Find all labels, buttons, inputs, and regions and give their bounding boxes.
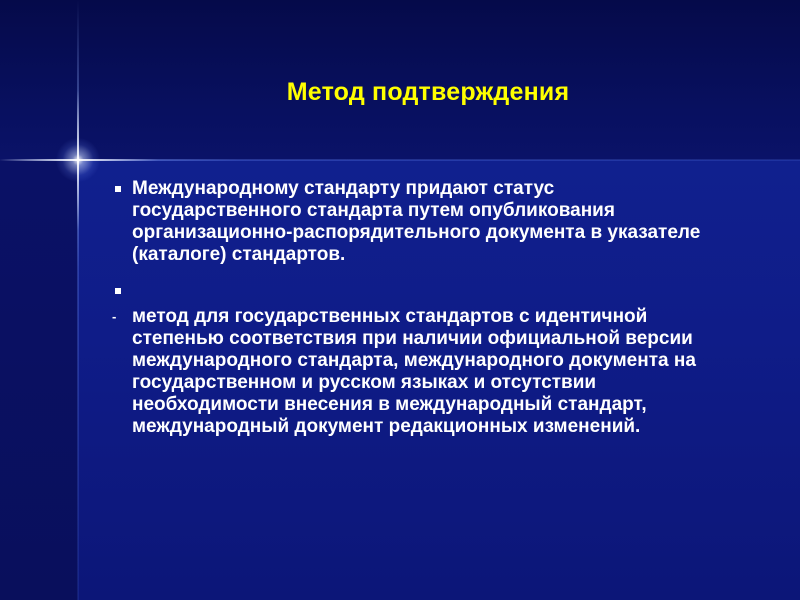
square-bullet-icon — [115, 186, 121, 192]
bullet-item-empty — [110, 280, 720, 302]
square-bullet-icon — [115, 288, 121, 294]
bullet-text: Международному стандарту придают статус государственного стандарта путем опубликования организационно-распорядительного документа в указателе (каталоге) стандартов. — [132, 178, 701, 265]
slide-body — [110, 178, 720, 438]
bullet-item — [110, 178, 720, 266]
dash-item — [110, 306, 720, 438]
left-margin-strip — [0, 160, 78, 600]
dash-marker: - — [112, 309, 117, 324]
dash-item-text: метод для государственных стандартов с идентичной степенью соответствия при наличии официальной версии международного стандарта, международного документа на государственном и русском языках и отсутствии необходимости внесения в международный стандарт, международный документ редакционных изменений. — [132, 306, 696, 437]
slide-title: Метод подтверждения — [286, 78, 570, 106]
